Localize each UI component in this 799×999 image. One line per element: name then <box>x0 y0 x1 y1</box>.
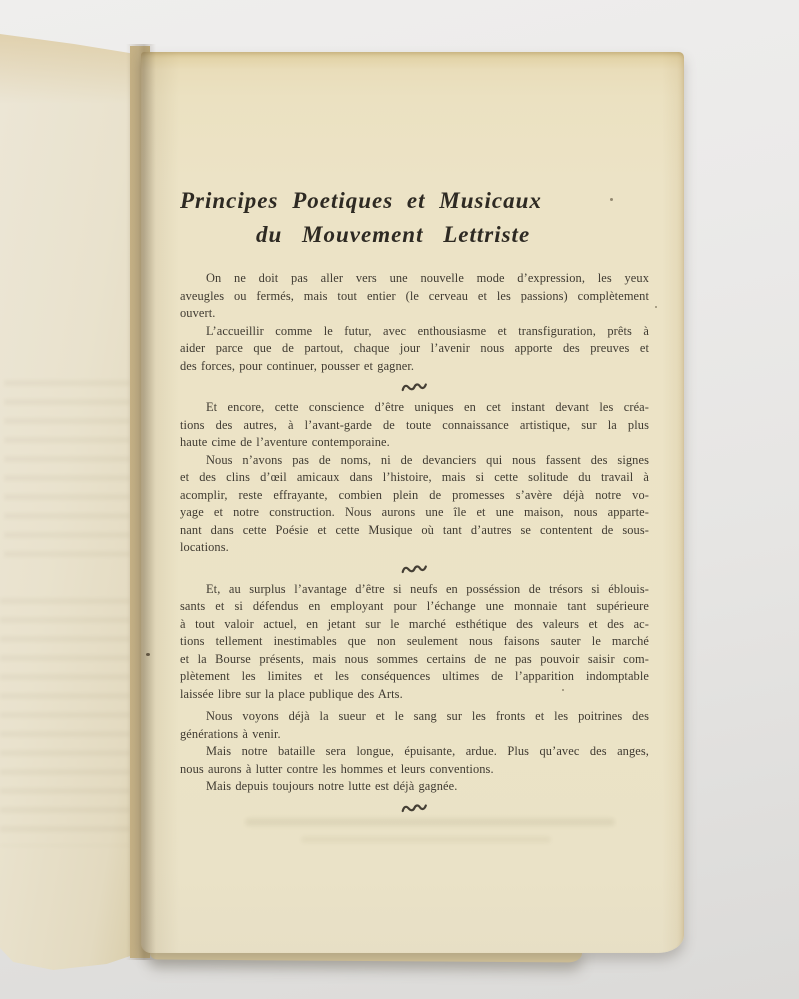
paragraph <box>180 323 649 376</box>
show-through-texture <box>4 380 130 570</box>
text-line: yage et notre construction. Nous aurons une île et une maison, nous apparte- <box>180 505 649 519</box>
text-line: à tout valoir actuel, en jetant sur le marché esthétique des valeurs et des ac- <box>180 616 649 631</box>
squiggle-ornament-icon <box>180 563 649 576</box>
show-through-texture <box>0 598 130 846</box>
text-line: des forces, pour continuer, pousser et gagner. <box>180 358 415 373</box>
text-line: nous aurons à lutter contre les hommes et leurs conventions. <box>180 761 494 776</box>
text-line: aveugles ou fermés, mais tout entier (le cerveau et les passions) complètement <box>180 288 649 303</box>
body-text <box>180 270 649 815</box>
page-title-line2: du Mouvement Lettriste <box>256 222 531 247</box>
paragraph <box>180 778 649 796</box>
paragraph <box>180 708 649 743</box>
paragraph <box>180 452 649 557</box>
text-line: On ne doit pas aller vers une nouvelle mode d’expression, les yeux <box>206 271 649 285</box>
paper-speck <box>146 653 150 656</box>
text-line: et la Bourse présents, mais nous sommes certains de ne pas pouvoir saisir com- <box>180 651 649 666</box>
squiggle-ornament-icon <box>180 381 649 394</box>
squiggle-ornament-icon <box>180 802 649 815</box>
text-line: Et encore, cette conscience d’être uniques en cet instant devant les créa- <box>206 400 649 414</box>
text-line: aider parce que de partout, chaque jour l’avenir nous apporte des preuves et <box>180 341 649 355</box>
paragraph <box>180 399 649 452</box>
text-line: sants et si défendus en employant pour l’échange une monnaie tant supérieure <box>180 599 649 613</box>
text-line: acomplir, reste effrayante, combien plein de promesses s’avère déjà notre vo- <box>180 487 649 502</box>
text-line: locations. <box>180 540 229 554</box>
text-line: nant dans cette Poésie et cette Musique où tant d’autres se contentent de sous- <box>180 522 649 537</box>
text-line: tions des autres, à l’avant-garde de toute connaissance artistique, sur la plus <box>180 417 649 432</box>
text-line: Nous voyons déjà la sueur et le sang sur les fronts et les poitrines des <box>206 709 649 723</box>
text-line: et des clins d’œil amicaux dans l’histoire, mais si cette solitude du travail à <box>180 470 649 484</box>
page-text-column <box>180 184 649 820</box>
text-line: Et, au surplus l’avantage d’être si neufs en posséssion de trésors si éblouis- <box>206 581 649 596</box>
text-line: haute cime de l’aventure contemporaine. <box>180 435 390 449</box>
text-line: laissée libre sur la place publique des Arts. <box>180 686 403 701</box>
page-title <box>180 184 649 252</box>
text-line: Mais notre bataille sera longue, épuisante, ardue. Plus qu’avec des anges, <box>206 744 649 758</box>
book-title-page <box>141 52 684 953</box>
show-through-texture <box>301 836 551 843</box>
text-line: tions tellement inestimables que non seulement nous faisons sauter le marché <box>180 634 649 648</box>
text-line: ouvert. <box>180 306 216 320</box>
text-line: Mais depuis toujours notre lutte est déjà gagnée. <box>206 779 458 793</box>
text-line: plètement les limites et les conséquences ultimes de l’apparition indomptable <box>180 669 649 683</box>
paragraph <box>180 270 649 323</box>
text-line: générations à venir. <box>180 726 281 741</box>
paragraph <box>180 743 649 778</box>
page-title-line1: Principes Poetiques et Musicaux <box>180 188 542 213</box>
paper-speck <box>655 306 657 308</box>
text-line: L’accueillir comme le futur, avec enthousiasme et transfiguration, prêts à <box>206 323 649 338</box>
paragraph <box>180 581 649 704</box>
text-line: Nous n’avons pas de noms, ni de devanciers qui nous fassent des signes <box>206 452 649 467</box>
